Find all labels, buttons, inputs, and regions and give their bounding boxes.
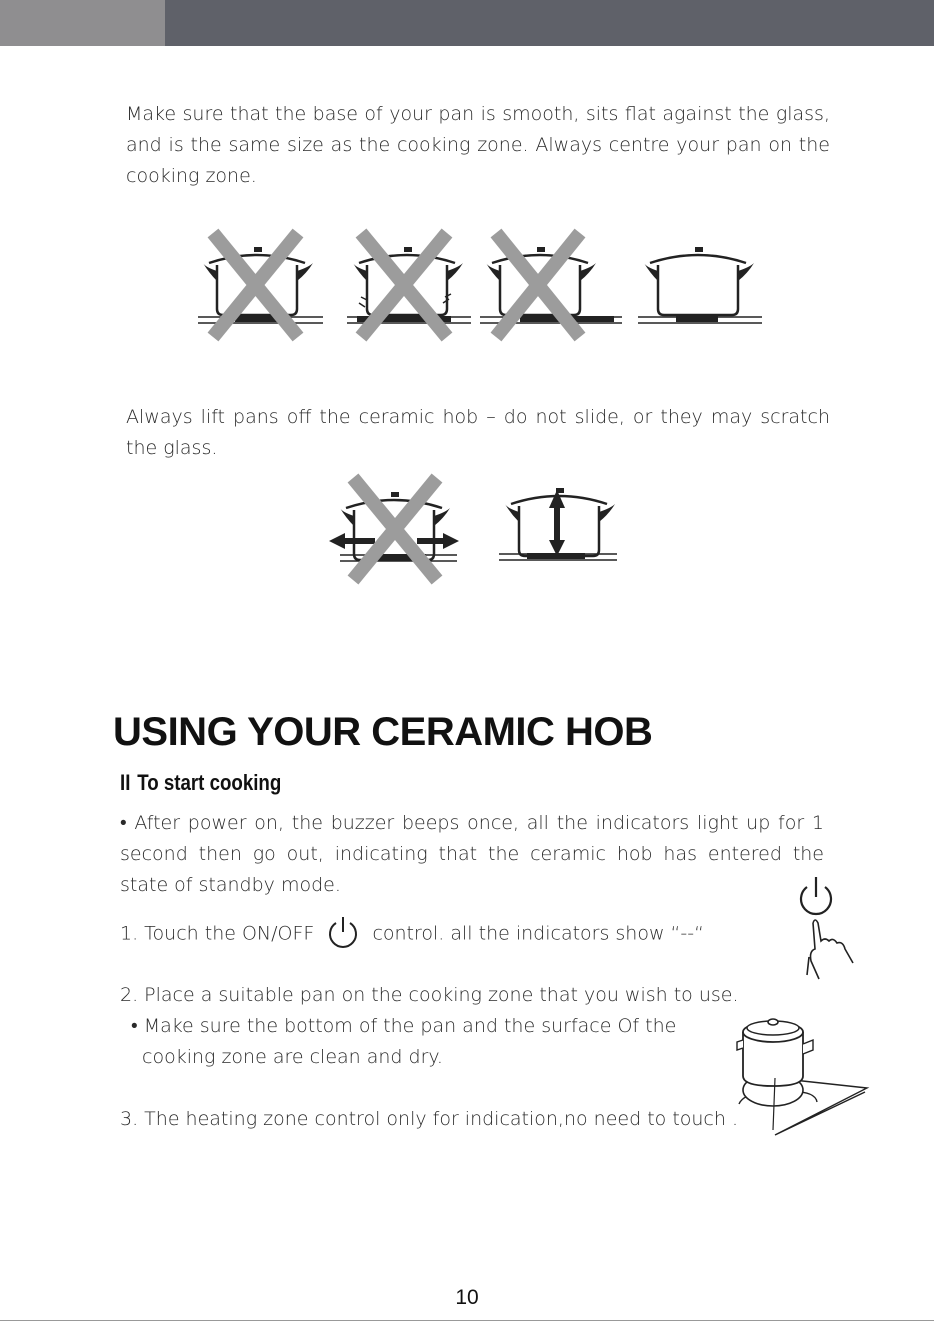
finger-touch-icon xyxy=(807,920,853,979)
header-bar-right xyxy=(165,0,934,46)
pot-on-hob-icon xyxy=(735,1010,875,1140)
lift-pans-figure xyxy=(325,470,625,585)
bottom-rule xyxy=(0,1320,934,1321)
section-title: USING YOUR CERAMIC HOB xyxy=(113,710,653,754)
lift-pans-paragraph: Always lift pans off the ceramic hob – do not slide, or they may scratch the glass. xyxy=(126,406,830,459)
subheading xyxy=(120,770,281,796)
step-3: 3. The heating zone control only for indication,no need to touch . xyxy=(120,1108,739,1130)
step-1 xyxy=(120,917,704,951)
pot-large-zone-icon xyxy=(480,233,622,337)
power-icon xyxy=(801,877,831,914)
pot-lifting-icon xyxy=(499,488,617,560)
subheading-marker: II xyxy=(120,770,131,795)
step-1-text-after: control. all the indicators show “--“ xyxy=(372,922,704,945)
pot-uneven-base-icon xyxy=(347,233,471,337)
pan-base-paragraph: Make sure that the base of your pan is smooth, sits flat against the glass, and is the same size as the cooking zone. Always centre your pan on the cooking zone. xyxy=(126,103,830,187)
pot-small-zone-icon xyxy=(198,233,323,337)
touch-control-figure xyxy=(795,875,860,985)
subheading-text: To start cooking xyxy=(137,770,282,795)
power-icon xyxy=(326,915,360,949)
step-2-note-line1: • Make sure the bottom of the pan and the surface Of the xyxy=(131,1015,677,1037)
pot-sliding-icon xyxy=(329,478,459,580)
standby-bullet: • After power on, the buzzer beeps once, all the indicators light up for 1 second then go out, indicating that the ceramic hob has entered the state of standby mode. xyxy=(120,812,824,896)
step-2-note-line2: cooking zone are clean and dry. xyxy=(142,1046,443,1068)
pan-placement-figure xyxy=(195,225,770,350)
page-number: 10 xyxy=(455,1286,479,1309)
pot-correct-icon xyxy=(638,247,762,323)
step-1-text-before: 1. Touch the ON/OFF xyxy=(120,922,315,945)
step-2: 2. Place a suitable pan on the cooking zone that you wish to use. xyxy=(120,984,739,1006)
header-bar-left xyxy=(0,0,165,46)
